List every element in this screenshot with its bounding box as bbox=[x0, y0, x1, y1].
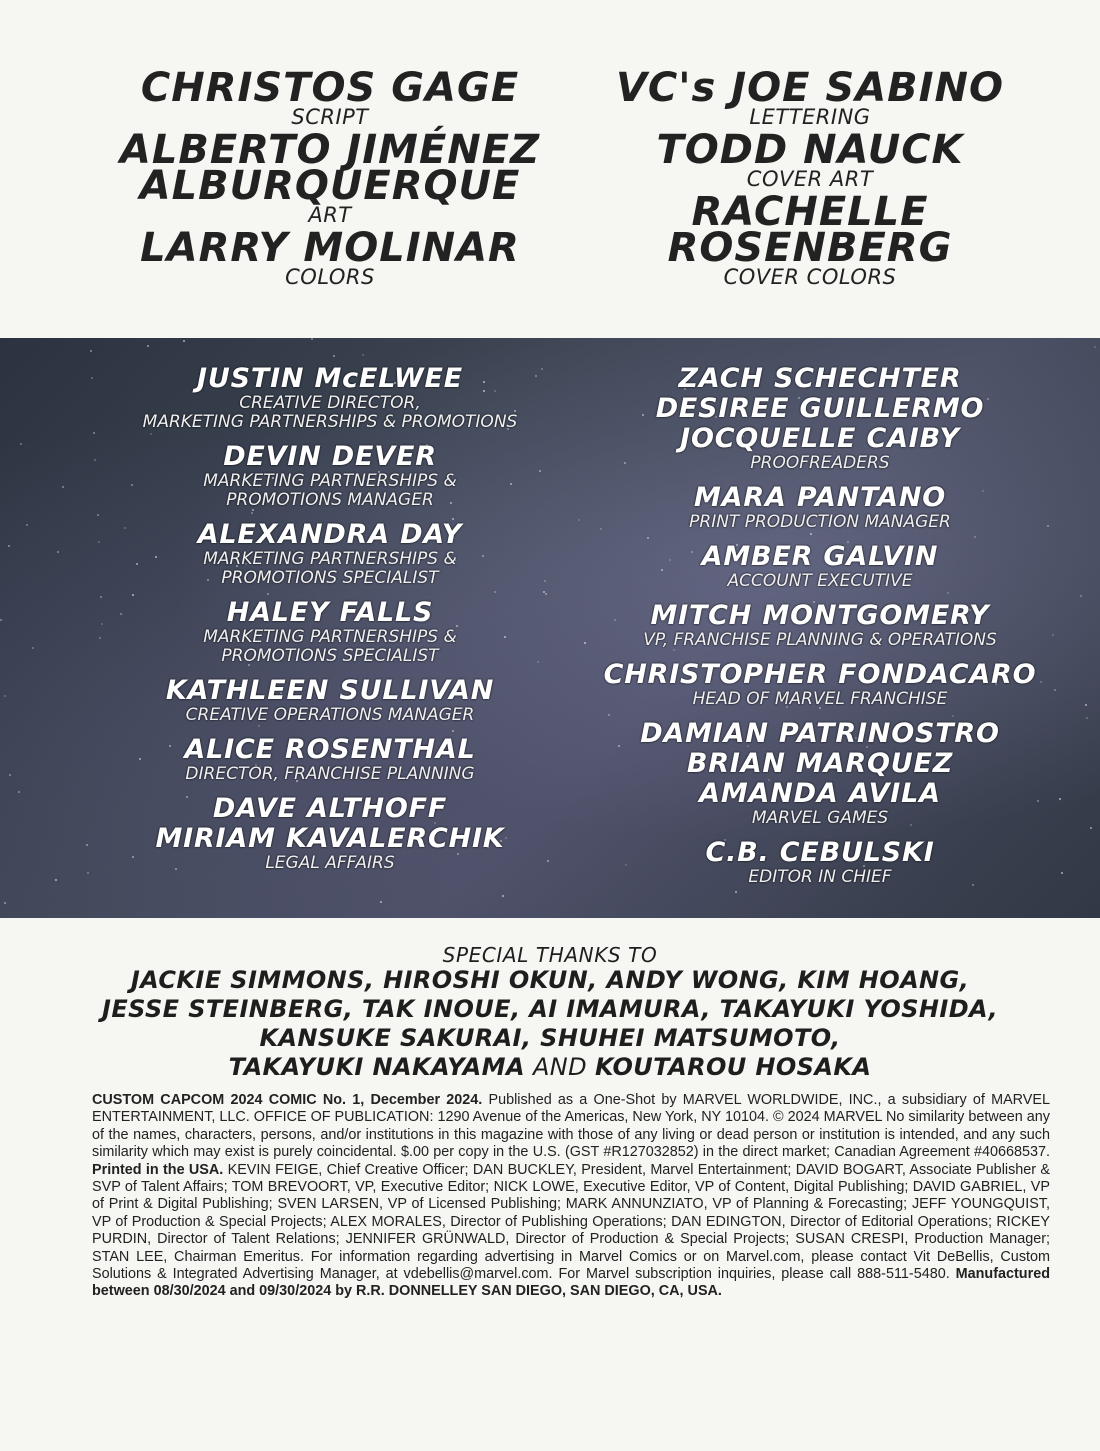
credit-block bbox=[90, 65, 570, 129]
band-credit-name: MITCH MONTGOMERY bbox=[650, 600, 990, 631]
credit-name: CHRISTOS GAGE bbox=[140, 65, 520, 111]
special-thanks-line: KANSUKE SAKURAI, SHUHEI MATSUMOTO, bbox=[259, 1024, 841, 1052]
band-credit-name: BRIAN MARQUEZ bbox=[686, 748, 954, 779]
star bbox=[333, 355, 335, 357]
band-credit-role: MARKETING PARTNERSHIPS & PROMOTIONS SPECIALIST bbox=[203, 549, 457, 588]
star bbox=[1080, 595, 1082, 597]
band-credit-name: C.B. CEBULSKI bbox=[705, 837, 935, 868]
band-credit-name: KATHLEEN SULLIVAN bbox=[165, 675, 495, 706]
indicia-text: KEVIN FEIGE, Chief Creative Officer; DAN BUCKLEY, President, Marvel Entertainment; DAVID BOGART, Associate Publisher & SVP of Talent Affairs; TOM BREVOORT, VP, Executive Editor; NICK LOWE, Executive Editor, VP of Content, Digital Publishing; DAVID GABRIEL, VP of Print & Digital Publishing; SVEN LARSEN, VP of Licensed Publishing; MARK ANNUNZIATO, VP of Planning & Forecasting; JEFF YOUNGQUIST, VP of Production & Special Projects; ALEX MORALES, Director of Publishing Operations; DAN EDINGTON, Director of Editorial Operations; RICKEY PURDIN, Director of Talent Relations; JENNIFER GRÜNWALD, Director of Production & Special Projects; SUSAN CRESPI, Production Manager; STAN LEE, Chairman Emeritus. For information regarding advertising in Marvel Comics or on Marvel.com, please contact Vit DeBellis, Custom Solutions & Integrated Advertising Manager, at vdebellis@marvel.com. For Marvel subscription inquiries, please call 888-511-5480. bbox=[92, 1161, 1050, 1283]
band-credit-role: CREATIVE OPERATIONS MANAGER bbox=[185, 705, 475, 725]
band-credit-group bbox=[590, 838, 1050, 887]
special-thanks-line: JACKIE SIMMONS, HIROSHI OKUN, ANDY WONG, KIM HOANG, bbox=[130, 966, 970, 994]
band-credit-role: VP, FRANCHISE PLANNING & OPERATIONS bbox=[643, 630, 997, 650]
band-credit-name: ALICE ROSENTHAL bbox=[184, 734, 476, 765]
star bbox=[1061, 872, 1063, 874]
credit-block bbox=[90, 225, 570, 289]
star bbox=[57, 551, 59, 553]
thanks-name: KOUTAROU HOSAKA bbox=[595, 1053, 872, 1081]
band-credit-group bbox=[90, 442, 570, 510]
band-credit-group bbox=[590, 483, 1050, 532]
credit-name: VC's JOE SABINO bbox=[615, 65, 1005, 111]
credit-role: COVER ART bbox=[746, 167, 874, 191]
band-credit-role: MARVEL GAMES bbox=[751, 808, 889, 828]
credit-block bbox=[560, 127, 1060, 191]
band-credit-group bbox=[90, 735, 570, 784]
band-credit-name: DAMIAN PATRINOSTRO bbox=[640, 718, 1000, 749]
band-credit-role: MARKETING PARTNERSHIPS & PROMOTIONS SPECIALIST bbox=[203, 627, 457, 666]
credit-role: LETTERING bbox=[749, 105, 871, 129]
credit-block bbox=[560, 189, 1060, 289]
star bbox=[87, 872, 89, 874]
star bbox=[1090, 827, 1092, 829]
credit-role: ART bbox=[308, 203, 352, 227]
star bbox=[8, 545, 10, 547]
star bbox=[1054, 689, 1056, 691]
indicia-title: CUSTOM CAPCOM 2024 COMIC No. 1, December 2024. bbox=[92, 1092, 483, 1108]
star bbox=[311, 338, 313, 340]
credit-name: TODD NAUCK bbox=[656, 127, 964, 173]
star bbox=[9, 774, 11, 776]
star bbox=[86, 844, 88, 846]
credit-name: RACHELLE ROSENBERG bbox=[667, 189, 953, 271]
star bbox=[147, 345, 149, 347]
star bbox=[1052, 634, 1054, 636]
credit-role: COVER COLORS bbox=[723, 265, 897, 289]
star bbox=[0, 619, 2, 621]
credit-name: LARRY MOLINAR bbox=[140, 225, 520, 271]
band-credit-group bbox=[90, 364, 570, 432]
main-credits-left bbox=[90, 65, 570, 292]
star bbox=[4, 902, 6, 904]
thanks-name: TAKAYUKI NAKAYAMA bbox=[228, 1053, 525, 1081]
main-credits bbox=[0, 65, 1100, 330]
special-thanks-title: SPECIAL THANKS TO bbox=[442, 943, 658, 967]
special-thanks-line: JESSE STEINBERG, TAK INOUE, AI IMAMURA, TAKAYUKI YOSHIDA, bbox=[102, 995, 998, 1023]
star bbox=[18, 791, 20, 793]
band-credit-role: HEAD OF MARVEL FRANCHISE bbox=[692, 689, 948, 709]
star bbox=[90, 350, 92, 352]
band-credit-name: DAVE ALTHOFF bbox=[212, 793, 448, 824]
star bbox=[1094, 346, 1096, 348]
band-credit-name: JOCQUELLE CAIBY bbox=[680, 423, 960, 454]
band-credit-name: ALEXANDRA DAY bbox=[197, 519, 463, 550]
indicia-manufactured: Manufactured between 08/30/2024 and 09/30/2024 by R.R. DONNELLEY SAN DIEGO, SAN DIEGO, CA, USA. bbox=[92, 1266, 1050, 1300]
special-thanks bbox=[60, 944, 1040, 1082]
credit-name: ALBERTO JIMÉNEZ ALBURQUERQUE bbox=[119, 127, 541, 209]
band-credit-name: DEVIN DEVER bbox=[223, 441, 437, 472]
band-credit-group bbox=[590, 542, 1050, 591]
band-credit-group bbox=[90, 794, 570, 873]
star bbox=[55, 879, 57, 881]
star bbox=[362, 354, 364, 356]
star bbox=[1086, 717, 1088, 719]
star bbox=[578, 519, 580, 521]
star bbox=[183, 340, 185, 342]
band-credit-role: MARKETING PARTNERSHIPS & PROMOTIONS MANAGER bbox=[203, 471, 457, 510]
star bbox=[380, 901, 382, 903]
band-credit-role: EDITOR IN CHIEF bbox=[748, 867, 892, 887]
band-credit-name: MARA PANTANO bbox=[693, 482, 947, 513]
indicia-printed: Printed in the USA. bbox=[92, 1161, 224, 1178]
band-credits-left bbox=[90, 364, 570, 883]
band-credit-group bbox=[90, 520, 570, 588]
star bbox=[1085, 704, 1087, 706]
thanks-and: AND bbox=[524, 1053, 596, 1081]
band-credit-name: AMBER GALVIN bbox=[701, 541, 939, 572]
band-credit-role: CREATIVE DIRECTOR, MARKETING PARTNERSHIPS & PROMOTIONS bbox=[142, 393, 518, 432]
band-credit-name: CHRISTOPHER FONDACARO bbox=[603, 659, 1037, 690]
star bbox=[584, 642, 586, 644]
band-credit-name: HALEY FALLS bbox=[226, 597, 434, 628]
special-thanks-line bbox=[60, 1053, 1040, 1082]
starfield-credits-band bbox=[0, 338, 1100, 918]
credit-role: COLORS bbox=[285, 265, 375, 289]
legal-indicia bbox=[92, 1092, 1050, 1301]
star bbox=[26, 524, 28, 526]
band-credit-group bbox=[590, 719, 1050, 828]
indicia-text: Published as a One-Shot by MARVEL WORLDWIDE, INC., a subsidiary of MARVEL ENTERTAINMENT, LLC. OFFICE OF PUBLICATION: 1290 Avenue of the Americas, New York, NY 10104. © 2024 MARVEL No similarity between any of the names, characters, persons, and/or institutions in this magazine with those of any living or dead person or institution is intended, and any such similarity which may exist is purely coincidental. $.00 per copy in the U.S. (GST #R127032852) in the direct market; Canadian Agreement #40668537. bbox=[92, 1092, 1050, 1161]
star bbox=[4, 695, 6, 697]
credit-block bbox=[560, 65, 1060, 129]
band-credit-name: MIRIAM KAVALERCHIK bbox=[155, 823, 505, 854]
band-credit-role: PROOFREADERS bbox=[750, 453, 890, 473]
band-credits-right bbox=[590, 364, 1050, 897]
star bbox=[62, 486, 64, 488]
band-credit-group bbox=[590, 660, 1050, 709]
band-credit-name: AMANDA AVILA bbox=[699, 778, 941, 809]
band-credit-role: LEGAL AFFAIRS bbox=[265, 853, 395, 873]
band-credit-role: ACCOUNT EXECUTIVE bbox=[727, 571, 913, 591]
band-credit-role: PRINT PRODUCTION MANAGER bbox=[689, 512, 951, 532]
star bbox=[32, 647, 34, 649]
star bbox=[20, 443, 22, 445]
star bbox=[1059, 798, 1061, 800]
band-credit-name: ZACH SCHECHTER bbox=[678, 363, 962, 394]
band-credit-group bbox=[590, 364, 1050, 473]
band-credit-name: DESIREE GUILLERMO bbox=[655, 393, 985, 424]
band-credit-group bbox=[590, 601, 1050, 650]
credit-role: SCRIPT bbox=[291, 105, 369, 129]
band-credit-name: JUSTIN McELWEE bbox=[197, 363, 463, 394]
band-credit-group bbox=[90, 676, 570, 725]
band-credit-role: DIRECTOR, FRANCHISE PLANNING bbox=[185, 764, 475, 784]
band-credit-group bbox=[90, 598, 570, 666]
star bbox=[502, 895, 504, 897]
main-credits-right bbox=[560, 65, 1060, 292]
credit-block bbox=[90, 127, 570, 227]
